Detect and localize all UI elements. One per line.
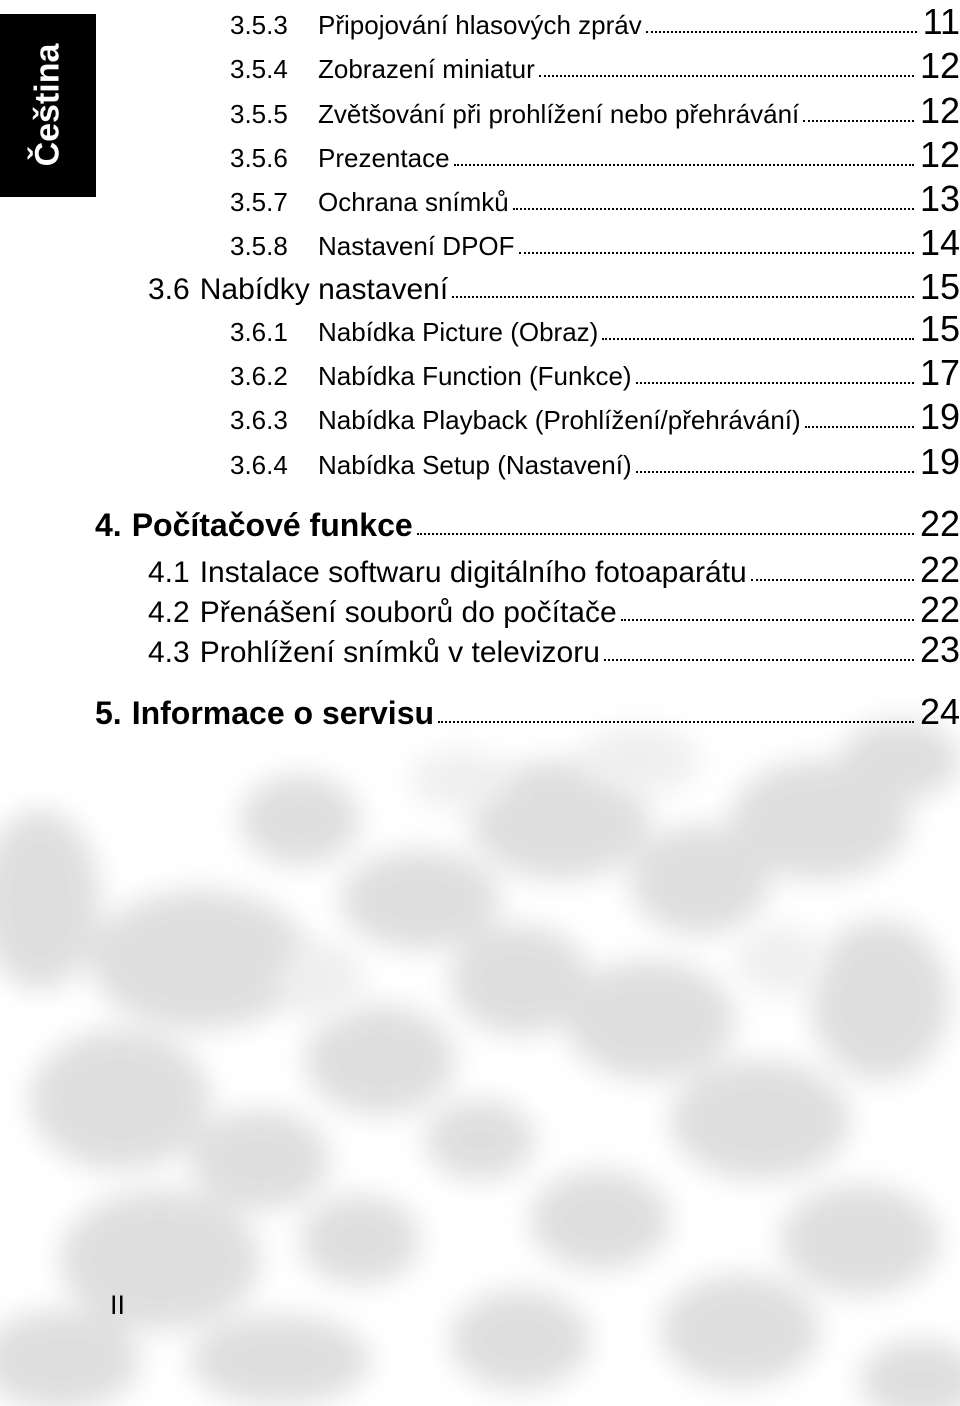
toc-dot-leader — [513, 208, 914, 210]
toc-entry[interactable] — [230, 351, 960, 395]
toc-entry-title: Nabídka Setup (Nastavení) — [318, 450, 632, 480]
toc-dot-leader — [417, 533, 914, 535]
toc-entry-number: 3.6.3 — [230, 405, 288, 435]
toc-dot-leader — [636, 471, 914, 473]
toc-entry[interactable] — [148, 548, 960, 592]
toc-dot-leader — [805, 426, 914, 428]
toc-entry[interactable] — [95, 690, 960, 734]
toc-dot-leader — [519, 252, 914, 254]
language-tab — [0, 14, 96, 197]
toc-entry[interactable] — [148, 265, 960, 309]
toc-entry-number: 4.3 — [148, 636, 190, 669]
toc-entry-title: Zvětšování při prohlížení nebo přehrávání — [318, 99, 800, 129]
toc-entry-number: 3.5.7 — [230, 187, 288, 217]
toc-entry-number: 4. — [95, 507, 122, 543]
toc-entry-title: Prohlížení snímků v televizoru — [199, 636, 600, 669]
toc-entry-number: 3.5.8 — [230, 231, 288, 261]
toc-entry-page: 11 — [922, 1, 960, 42]
toc-entry[interactable] — [230, 221, 960, 265]
toc-entry-title: Počítačové funkce — [131, 507, 413, 543]
toc-entry[interactable] — [230, 440, 960, 484]
toc-dot-leader — [604, 659, 914, 661]
toc-entry-title: Nastavení DPOF — [318, 231, 515, 261]
toc-entry-number: 4.2 — [148, 596, 190, 629]
toc-entry-page: 22 — [919, 503, 960, 544]
toc-entry-title: Zobrazení miniatur — [318, 54, 535, 84]
toc-entry-page: 12 — [919, 90, 960, 131]
toc-entry-number: 3.5.4 — [230, 54, 288, 84]
page-number: II — [110, 1290, 126, 1320]
language-tab-label: Čeština — [28, 43, 67, 167]
toc-entry-page: 14 — [919, 222, 960, 263]
toc-entry-page: 15 — [919, 308, 960, 349]
toc-dot-leader — [452, 296, 914, 298]
toc-entry[interactable] — [95, 502, 960, 546]
toc-entry-title: Nabídka Picture (Obraz) — [318, 317, 599, 347]
toc-entry-title: Nabídka Playback (Prohlížení/přehrávání) — [318, 405, 801, 435]
toc-entry[interactable] — [230, 44, 960, 88]
toc-dot-leader — [636, 382, 914, 384]
toc-dot-leader — [646, 31, 917, 33]
toc-entry-number: 3.6 — [148, 273, 190, 306]
toc-entry-page: 12 — [919, 134, 960, 175]
toc-dot-leader — [803, 120, 914, 122]
toc-entry[interactable] — [230, 0, 960, 44]
toc-entry[interactable] — [230, 395, 960, 439]
toc-entry-page: 15 — [919, 266, 960, 307]
toc-entry-page: 17 — [919, 352, 960, 393]
toc-entry[interactable] — [148, 588, 960, 632]
toc-entry-number: 3.5.6 — [230, 143, 288, 173]
toc-entry-number: 3.6.2 — [230, 361, 288, 391]
toc-entry-title: Informace o servisu — [131, 695, 435, 731]
toc-entry-title: Nabídka Function (Funkce) — [318, 361, 632, 391]
toc-entry-number: 3.5.3 — [230, 10, 288, 40]
toc-entry-number: 5. — [95, 695, 122, 731]
toc-entry[interactable] — [230, 89, 960, 133]
toc-entry[interactable] — [230, 133, 960, 177]
toc-entry-title: Instalace softwaru digitálního fotoaparátu — [199, 556, 747, 589]
toc-entry-number: 3.6.1 — [230, 317, 288, 347]
toc-entry-title: Nabídky nastavení — [199, 273, 449, 306]
toc-entry-page: 24 — [919, 691, 960, 732]
toc-entry-page: 13 — [919, 178, 960, 219]
toc-entry-page: 19 — [919, 441, 960, 482]
toc-dot-leader — [602, 338, 914, 340]
toc-entry-number: 3.6.4 — [230, 450, 288, 480]
toc-dot-leader — [751, 579, 914, 581]
toc-entry-title: Přenášení souborů do počítače — [199, 596, 617, 629]
toc-entry-title: Prezentace — [318, 143, 450, 173]
toc-dot-leader — [539, 75, 914, 77]
toc-entry-title: Ochrana snímků — [318, 187, 509, 217]
toc-dot-leader — [454, 164, 914, 166]
toc-entry-number: 4.1 — [148, 556, 190, 589]
toc-dot-leader — [438, 721, 914, 723]
toc-entry-title: Připojování hlasových zpráv — [318, 10, 642, 40]
toc-entry-number: 3.5.5 — [230, 99, 288, 129]
toc-entry-page: 22 — [919, 549, 960, 590]
toc-entry-page: 12 — [919, 45, 960, 86]
toc-entry[interactable] — [230, 307, 960, 351]
toc-entry-page: 23 — [919, 629, 960, 670]
toc-dot-leader — [621, 619, 914, 621]
toc-entry-page: 22 — [919, 589, 960, 630]
toc-entry-page: 19 — [919, 396, 960, 437]
toc-entry[interactable] — [148, 628, 960, 672]
toc-entry[interactable] — [230, 177, 960, 221]
